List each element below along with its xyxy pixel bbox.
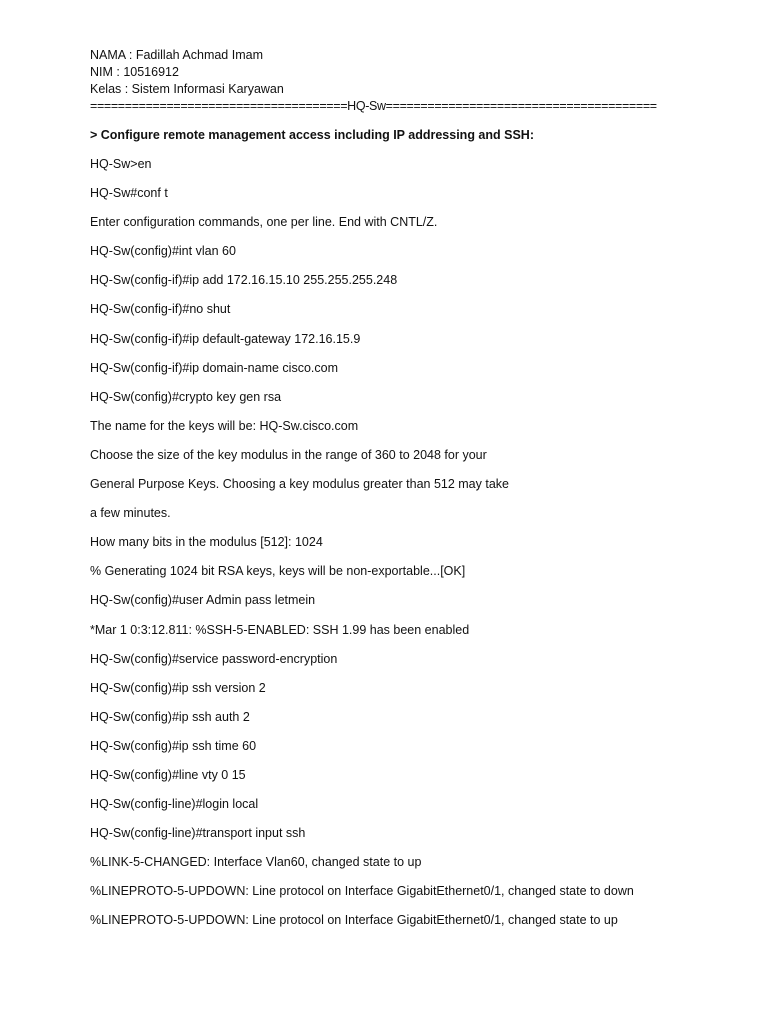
command-line: HQ-Sw(config)#line vty 0 15 bbox=[90, 767, 246, 782]
student-nim: NIM : 10516912 bbox=[90, 65, 179, 79]
command-line: General Purpose Keys. Choosing a key modulus greater than 512 may take bbox=[90, 477, 509, 492]
command-line: HQ-Sw(config)#service password-encryption bbox=[90, 651, 338, 666]
command-line: %LINEPROTO-5-UPDOWN: Line protocol on Interface GigabitEthernet0/1, changed state to down bbox=[90, 884, 634, 899]
document-page bbox=[90, 47, 750, 942]
section-separator: =====================================HQ-Sw======================================= bbox=[90, 99, 657, 113]
command-line: a few minutes. bbox=[90, 506, 171, 521]
command-lines bbox=[90, 156, 750, 929]
command-line: HQ-Sw(config)#crypto key gen rsa bbox=[90, 389, 282, 404]
command-line: HQ-Sw>en bbox=[90, 157, 152, 171]
command-line: % Generating 1024 bit RSA keys, keys will be non-exportable...[OK] bbox=[90, 564, 466, 579]
command-line: Enter configuration commands, one per line. End with CNTL/Z. bbox=[90, 215, 438, 230]
command-line: HQ-Sw(config)#ip ssh auth 2 bbox=[90, 709, 250, 724]
command-line: Choose the size of the key modulus in the range of 360 to 2048 for your bbox=[90, 447, 487, 462]
section-heading: > Configure remote management access including IP addressing and SSH: bbox=[90, 128, 534, 142]
command-line: HQ-Sw(config-line)#transport input ssh bbox=[90, 826, 306, 841]
command-line: How many bits in the modulus [512]: 1024 bbox=[90, 535, 323, 550]
student-name: NAMA : Fadillah Achmad Imam bbox=[90, 48, 263, 62]
command-line: %LINEPROTO-5-UPDOWN: Line protocol on Interface GigabitEthernet0/1, changed state to up bbox=[90, 913, 618, 928]
command-line: HQ-Sw(config)#int vlan 60 bbox=[90, 244, 236, 259]
command-line: HQ-Sw(config-line)#login local bbox=[90, 797, 259, 812]
command-line: HQ-Sw(config-if)#ip default-gateway 172.16.15.9 bbox=[90, 331, 361, 346]
command-line: HQ-Sw#conf t bbox=[90, 186, 168, 201]
command-line: HQ-Sw(config)#user Admin pass letmein bbox=[90, 593, 316, 608]
command-line: *Mar 1 0:3:12.811: %SSH-5-ENABLED: SSH 1.99 has been enabled bbox=[90, 622, 470, 637]
command-line: HQ-Sw(config-if)#no shut bbox=[90, 302, 231, 317]
command-line: HQ-Sw(config-if)#ip add 172.16.15.10 255.255.255.248 bbox=[90, 273, 398, 288]
command-line: The name for the keys will be: HQ-Sw.cisco.com bbox=[90, 418, 359, 433]
command-line: HQ-Sw(config-if)#ip domain-name cisco.com bbox=[90, 360, 338, 375]
command-line: HQ-Sw(config)#ip ssh version 2 bbox=[90, 680, 266, 695]
command-line: HQ-Sw(config)#ip ssh time 60 bbox=[90, 738, 257, 753]
student-class: Kelas : Sistem Informasi Karyawan bbox=[90, 82, 284, 96]
command-line: %LINK-5-CHANGED: Interface Vlan60, changed state to up bbox=[90, 855, 422, 870]
